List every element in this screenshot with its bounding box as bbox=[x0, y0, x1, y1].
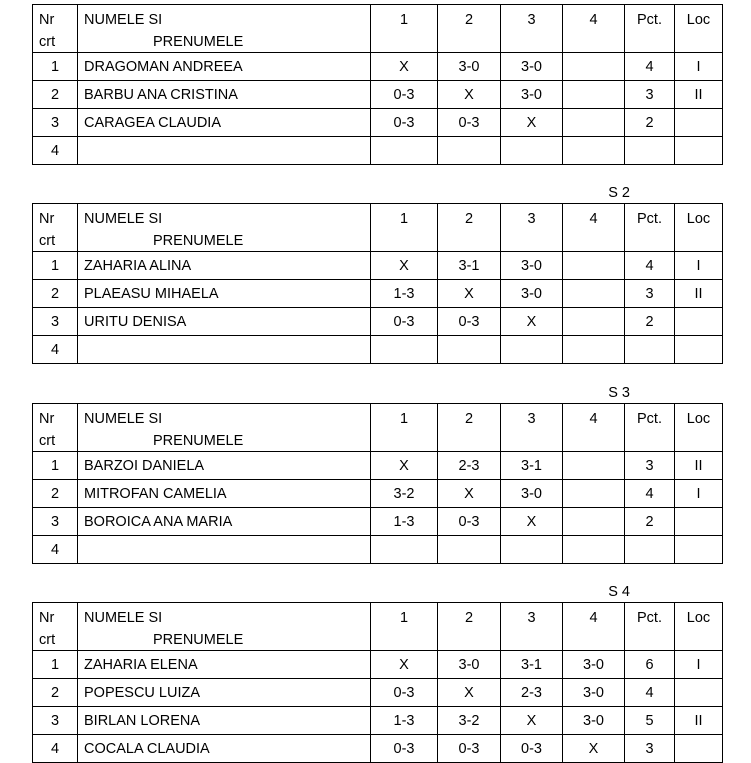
score-vs-1: 0-3 bbox=[371, 109, 438, 137]
header-nr-crt bbox=[33, 204, 78, 252]
points: 3 bbox=[625, 280, 675, 308]
row-number: 2 bbox=[33, 280, 78, 308]
place: II bbox=[675, 707, 723, 735]
results-table bbox=[32, 4, 723, 165]
table-row bbox=[33, 308, 723, 336]
score-vs-3: 3-0 bbox=[501, 280, 563, 308]
score-vs-3: 3-0 bbox=[501, 480, 563, 508]
score-vs-3: X bbox=[501, 308, 563, 336]
score-vs-2 bbox=[438, 336, 501, 364]
points: 4 bbox=[625, 252, 675, 280]
points: 3 bbox=[625, 735, 675, 763]
score-vs-4 bbox=[563, 336, 625, 364]
row-number: 4 bbox=[33, 137, 78, 165]
table-row bbox=[33, 508, 723, 536]
points bbox=[625, 536, 675, 564]
row-number: 1 bbox=[33, 252, 78, 280]
header-points: Pct. bbox=[625, 5, 675, 53]
points: 6 bbox=[625, 651, 675, 679]
player-name: URITU DENISA bbox=[78, 308, 371, 336]
score-vs-3: 3-1 bbox=[501, 651, 563, 679]
score-vs-1 bbox=[371, 137, 438, 165]
player-name bbox=[78, 536, 371, 564]
row-number: 4 bbox=[33, 536, 78, 564]
header-nr: Nr bbox=[39, 211, 55, 227]
header-nr: Nr bbox=[39, 610, 55, 626]
header-name-line2: PRENUMELE bbox=[153, 632, 244, 648]
score-vs-2: X bbox=[438, 81, 501, 109]
table-row bbox=[33, 536, 723, 564]
group-table-4 bbox=[32, 584, 722, 763]
row-number: 1 bbox=[33, 53, 78, 81]
player-name: CARAGEA CLAUDIA bbox=[78, 109, 371, 137]
score-vs-3: 3-0 bbox=[501, 53, 563, 81]
score-vs-2: 3-1 bbox=[438, 252, 501, 280]
points: 4 bbox=[625, 480, 675, 508]
score-vs-4 bbox=[563, 280, 625, 308]
score-vs-2: 0-3 bbox=[438, 308, 501, 336]
header-col-4: 4 bbox=[563, 204, 625, 252]
score-vs-4: 3-0 bbox=[563, 679, 625, 707]
score-vs-2: 0-3 bbox=[438, 508, 501, 536]
place bbox=[675, 308, 723, 336]
points: 4 bbox=[625, 679, 675, 707]
player-name: BIRLAN LORENA bbox=[78, 707, 371, 735]
place: II bbox=[675, 81, 723, 109]
header-col-2: 2 bbox=[438, 204, 501, 252]
row-number: 3 bbox=[33, 308, 78, 336]
place bbox=[675, 109, 723, 137]
results-table bbox=[32, 203, 723, 364]
header-crt: crt bbox=[39, 233, 56, 249]
table-row bbox=[33, 651, 723, 679]
header-name-line1: NUMELE SI bbox=[84, 610, 163, 626]
place: I bbox=[675, 252, 723, 280]
header-name-line1: NUMELE SI bbox=[84, 211, 163, 227]
header-col-2: 2 bbox=[438, 404, 501, 452]
player-name: PLAEASU MIHAELA bbox=[78, 280, 371, 308]
points: 5 bbox=[625, 707, 675, 735]
place: I bbox=[675, 480, 723, 508]
player-name: ZAHARIA ALINA bbox=[78, 252, 371, 280]
score-vs-3: 3-0 bbox=[501, 252, 563, 280]
table-row bbox=[33, 452, 723, 480]
results-table bbox=[32, 602, 723, 763]
player-name: COCALA CLAUDIA bbox=[78, 735, 371, 763]
points: 3 bbox=[625, 452, 675, 480]
score-vs-4 bbox=[563, 480, 625, 508]
row-number: 2 bbox=[33, 81, 78, 109]
row-number: 1 bbox=[33, 452, 78, 480]
header-place: Loc bbox=[675, 603, 723, 651]
score-vs-2 bbox=[438, 137, 501, 165]
score-vs-2 bbox=[438, 536, 501, 564]
header-col-4: 4 bbox=[563, 5, 625, 53]
score-vs-3: 2-3 bbox=[501, 679, 563, 707]
score-vs-4: X bbox=[563, 735, 625, 763]
score-vs-2: X bbox=[438, 480, 501, 508]
score-vs-3: X bbox=[501, 707, 563, 735]
group-label: S 4 bbox=[608, 584, 630, 600]
score-vs-3 bbox=[501, 137, 563, 165]
place bbox=[675, 137, 723, 165]
player-name: ZAHARIA ELENA bbox=[78, 651, 371, 679]
points bbox=[625, 137, 675, 165]
score-vs-1: 1-3 bbox=[371, 707, 438, 735]
group-table-1 bbox=[32, 4, 722, 165]
header-col-4: 4 bbox=[563, 404, 625, 452]
row-number: 4 bbox=[33, 336, 78, 364]
header-name bbox=[78, 5, 371, 53]
table-row bbox=[33, 53, 723, 81]
header-row bbox=[33, 404, 723, 452]
points: 2 bbox=[625, 508, 675, 536]
table-row bbox=[33, 480, 723, 508]
score-vs-2: 0-3 bbox=[438, 735, 501, 763]
header-nr-crt bbox=[33, 404, 78, 452]
header-col-1: 1 bbox=[371, 603, 438, 651]
header-col-3: 3 bbox=[501, 603, 563, 651]
row-number: 3 bbox=[33, 508, 78, 536]
player-name: DRAGOMAN ANDREEA bbox=[78, 53, 371, 81]
row-number: 2 bbox=[33, 679, 78, 707]
score-vs-4 bbox=[563, 452, 625, 480]
header-col-3: 3 bbox=[501, 404, 563, 452]
header-nr: Nr bbox=[39, 12, 55, 28]
row-number: 4 bbox=[33, 735, 78, 763]
score-vs-1: 1-3 bbox=[371, 280, 438, 308]
header-nr-crt bbox=[33, 5, 78, 53]
score-vs-2: 3-0 bbox=[438, 651, 501, 679]
score-vs-4 bbox=[563, 252, 625, 280]
row-number: 3 bbox=[33, 109, 78, 137]
score-vs-2: X bbox=[438, 280, 501, 308]
header-col-1: 1 bbox=[371, 5, 438, 53]
table-row bbox=[33, 735, 723, 763]
header-place: Loc bbox=[675, 5, 723, 53]
header-name-line2: PRENUMELE bbox=[153, 433, 244, 449]
score-vs-3: 3-0 bbox=[501, 81, 563, 109]
table-row bbox=[33, 707, 723, 735]
score-vs-1: X bbox=[371, 452, 438, 480]
row-number: 3 bbox=[33, 707, 78, 735]
table-row bbox=[33, 81, 723, 109]
header-row bbox=[33, 603, 723, 651]
header-place: Loc bbox=[675, 404, 723, 452]
header-nr: Nr bbox=[39, 411, 55, 427]
score-vs-1: 0-3 bbox=[371, 81, 438, 109]
score-vs-4: 3-0 bbox=[563, 651, 625, 679]
score-vs-2: 3-0 bbox=[438, 53, 501, 81]
score-vs-1: 0-3 bbox=[371, 679, 438, 707]
table-row bbox=[33, 252, 723, 280]
points: 2 bbox=[625, 109, 675, 137]
row-number: 2 bbox=[33, 480, 78, 508]
header-crt: crt bbox=[39, 632, 56, 648]
table-row bbox=[33, 137, 723, 165]
score-vs-4 bbox=[563, 81, 625, 109]
header-points: Pct. bbox=[625, 603, 675, 651]
score-vs-4 bbox=[563, 308, 625, 336]
group-label: S 3 bbox=[608, 385, 630, 401]
score-vs-1: X bbox=[371, 53, 438, 81]
group-table-2 bbox=[32, 185, 722, 364]
header-nr-crt bbox=[33, 603, 78, 651]
header-col-2: 2 bbox=[438, 5, 501, 53]
player-name: POPESCU LUIZA bbox=[78, 679, 371, 707]
place: I bbox=[675, 651, 723, 679]
score-vs-1: X bbox=[371, 651, 438, 679]
header-points: Pct. bbox=[625, 404, 675, 452]
score-vs-2: X bbox=[438, 679, 501, 707]
score-vs-4 bbox=[563, 137, 625, 165]
score-vs-4 bbox=[563, 109, 625, 137]
header-col-3: 3 bbox=[501, 5, 563, 53]
header-name-line2: PRENUMELE bbox=[153, 233, 244, 249]
place bbox=[675, 336, 723, 364]
header-col-1: 1 bbox=[371, 404, 438, 452]
header-row bbox=[33, 204, 723, 252]
score-vs-1: X bbox=[371, 252, 438, 280]
player-name: BARBU ANA CRISTINA bbox=[78, 81, 371, 109]
points: 4 bbox=[625, 53, 675, 81]
score-vs-1: 0-3 bbox=[371, 308, 438, 336]
score-vs-2: 2-3 bbox=[438, 452, 501, 480]
place: II bbox=[675, 452, 723, 480]
header-place: Loc bbox=[675, 204, 723, 252]
header-name bbox=[78, 603, 371, 651]
group-label: S 2 bbox=[608, 185, 630, 201]
player-name bbox=[78, 137, 371, 165]
header-col-1: 1 bbox=[371, 204, 438, 252]
header-col-3: 3 bbox=[501, 204, 563, 252]
points: 3 bbox=[625, 81, 675, 109]
score-vs-2: 3-2 bbox=[438, 707, 501, 735]
points: 2 bbox=[625, 308, 675, 336]
player-name: BARZOI DANIELA bbox=[78, 452, 371, 480]
results-table bbox=[32, 403, 723, 564]
player-name: MITROFAN CAMELIA bbox=[78, 480, 371, 508]
score-vs-3: 3-1 bbox=[501, 452, 563, 480]
score-vs-4: 3-0 bbox=[563, 707, 625, 735]
header-name-line2: PRENUMELE bbox=[153, 34, 244, 50]
header-name bbox=[78, 204, 371, 252]
score-vs-1 bbox=[371, 536, 438, 564]
header-points: Pct. bbox=[625, 204, 675, 252]
place: II bbox=[675, 280, 723, 308]
header-name-line1: NUMELE SI bbox=[84, 12, 163, 28]
header-name bbox=[78, 404, 371, 452]
place bbox=[675, 508, 723, 536]
header-name-line1: NUMELE SI bbox=[84, 411, 163, 427]
score-vs-1: 1-3 bbox=[371, 508, 438, 536]
header-col-2: 2 bbox=[438, 603, 501, 651]
table-row bbox=[33, 336, 723, 364]
player-name: BOROICA ANA MARIA bbox=[78, 508, 371, 536]
score-vs-1: 3-2 bbox=[371, 480, 438, 508]
place bbox=[675, 536, 723, 564]
table-row bbox=[33, 280, 723, 308]
player-name bbox=[78, 336, 371, 364]
group-table-3 bbox=[32, 385, 722, 564]
header-crt: crt bbox=[39, 433, 56, 449]
points bbox=[625, 336, 675, 364]
score-vs-1 bbox=[371, 336, 438, 364]
header-row bbox=[33, 5, 723, 53]
score-vs-4 bbox=[563, 508, 625, 536]
header-crt: crt bbox=[39, 34, 56, 50]
table-row bbox=[33, 679, 723, 707]
score-vs-3 bbox=[501, 336, 563, 364]
score-vs-3: X bbox=[501, 508, 563, 536]
score-vs-4 bbox=[563, 536, 625, 564]
score-vs-1: 0-3 bbox=[371, 735, 438, 763]
place bbox=[675, 735, 723, 763]
place bbox=[675, 679, 723, 707]
header-col-4: 4 bbox=[563, 603, 625, 651]
score-vs-3 bbox=[501, 536, 563, 564]
score-vs-3: 0-3 bbox=[501, 735, 563, 763]
row-number: 1 bbox=[33, 651, 78, 679]
table-row bbox=[33, 109, 723, 137]
score-vs-2: 0-3 bbox=[438, 109, 501, 137]
place: I bbox=[675, 53, 723, 81]
score-vs-4 bbox=[563, 53, 625, 81]
score-vs-3: X bbox=[501, 109, 563, 137]
